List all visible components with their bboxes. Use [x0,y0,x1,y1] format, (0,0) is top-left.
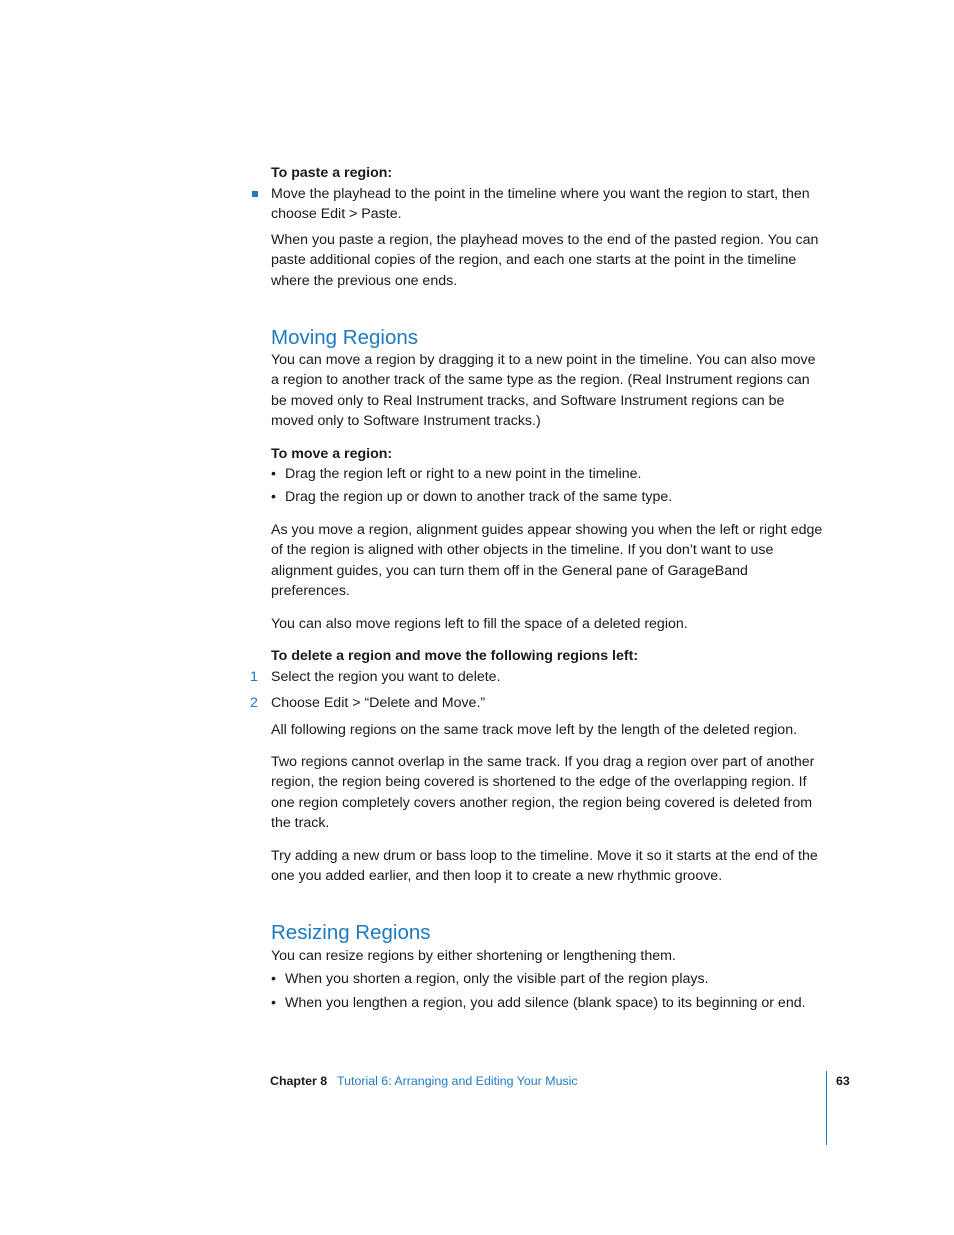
task-heading-move: To move a region: [271,446,393,462]
page-number: 63 [836,1074,850,1088]
footer-chapter-title: Tutorial 6: Arranging and Editing Your Music [337,1074,578,1088]
paragraph-overlap: Two regions cannot overlap in the same track. If you drag a region over part of another region, the region being covered is shortened to the edge of the overlapping region. If one region completely covers another region, the region being covered is deleted from the track. [271,754,815,831]
square-bullet-icon [252,191,258,197]
paragraph-alignment-guides: As you move a region, alignment guides appear showing you when the left or right edge of the region is aligned with other objects in the timeline. If you don’t want to use alignment guides, you can turn them off in the General pane of GarageBand preferences. [271,522,823,599]
paragraph-fill-space: You can also move regions left to fill the space of a deleted region. [271,616,688,632]
bullet-dot-icon: • [271,971,276,987]
task-heading-paste: To paste a region: [271,165,393,181]
step-result-note: All following regions on the same track move left by the length of the deleted region. [271,722,798,738]
section-heading-moving-regions: Moving Regions [271,326,418,349]
footer-chapter: Chapter 8 [270,1074,328,1088]
moving-intro: You can move a region by dragging it to a new point in the timeline. You can also move a region to another track of the same type as the region. (Real Instrument regions can be moved only to Real Instrument tracks, and Software Instrument regions can be moved only to Software Instrument tracks.) [271,352,816,429]
list-item: Drag the region left or right to a new point in the timeline. [285,466,642,482]
bullet-dot-icon: • [271,995,276,1011]
step-number: 2 [250,695,258,711]
bullet-dot-icon: • [271,489,276,505]
paste-step: Move the playhead to the point in the timeline where you want the region to start, then choose Edit > Paste. [271,186,810,223]
section-heading-resizing-regions: Resizing Regions [271,921,431,944]
step-text: Select the region you want to delete. [271,669,501,685]
list-item: When you lengthen a region, you add silence (blank space) to its beginning or end. [285,995,806,1011]
list-item: When you shorten a region, only the visible part of the region plays. [285,971,709,987]
resizing-intro: You can resize regions by either shortening or lengthening them. [271,948,676,964]
step-text: Choose Edit > “Delete and Move.” [271,695,486,711]
bullet-dot-icon: • [271,466,276,482]
footer-divider [826,1071,827,1145]
list-item: Drag the region up or down to another track of the same type. [285,489,673,505]
task-heading-delete-and-move: To delete a region and move the following regions left: [271,648,639,664]
paste-note: When you paste a region, the playhead moves to the end of the pasted region. You can paste additional copies of the region, and each one starts at the point in the timeline where the previous one ends. [271,232,819,289]
step-number: 1 [250,669,258,685]
paragraph-try: Try adding a new drum or bass loop to the timeline. Move it so it starts at the end of the one you added earlier, and then loop it to create a new rhythmic groove. [271,848,818,885]
